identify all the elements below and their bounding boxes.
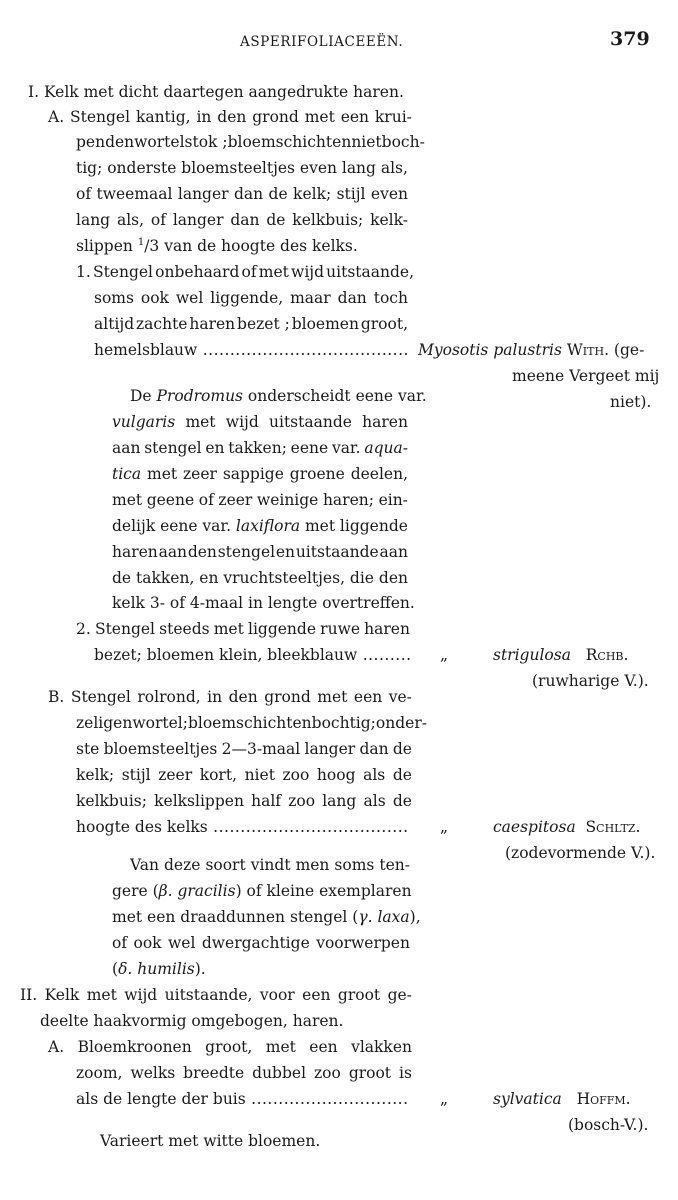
word: niet: [244, 766, 275, 784]
text-run: niet).: [610, 393, 652, 411]
text-run: „: [440, 818, 449, 836]
text-line: [76, 181, 408, 207]
word: aan: [379, 543, 408, 561]
text-line: [20, 982, 412, 1008]
word: tica: [112, 465, 142, 483]
word: wijd: [124, 986, 158, 1004]
word: men: [295, 856, 330, 874]
word: en: [199, 569, 219, 587]
word: eene: [290, 439, 329, 457]
word: onderste: [107, 159, 177, 177]
word: tweemaal: [96, 185, 173, 203]
word: onder-: [375, 714, 427, 732]
word: groot: [348, 1064, 392, 1082]
word: aqua-: [364, 439, 408, 457]
word: dan: [233, 185, 264, 203]
word: groene: [289, 465, 345, 483]
word: de: [112, 569, 132, 587]
word: den: [187, 543, 217, 561]
text-line: [112, 565, 408, 591]
text-run: β. gracilis: [158, 882, 236, 900]
item-label: 2.: [76, 620, 91, 638]
text-line: [28, 79, 418, 105]
author-name: With.: [566, 341, 609, 359]
word: met: [258, 263, 289, 281]
word: 2—3-maal: [221, 740, 301, 758]
word: in: [196, 108, 212, 126]
item-label: 1.: [76, 263, 91, 281]
text-run: (bosch-V.).: [568, 1116, 649, 1134]
word: soort: [205, 856, 246, 874]
word: een: [302, 986, 331, 1004]
leader-text: bezet; bloemen klein, bleekblauw: [94, 646, 358, 664]
word: delijk: [112, 517, 156, 535]
word: bloemsteeltjes: [181, 159, 296, 177]
word: bezet ;: [237, 315, 290, 333]
word: haren: [112, 543, 158, 561]
word: dwergachtige: [201, 934, 310, 952]
word: den: [378, 569, 408, 587]
word: ge-: [387, 986, 412, 1004]
word: Stengel: [94, 620, 156, 638]
word: ook: [140, 289, 169, 307]
text-line: [94, 311, 408, 337]
word: bochtig;: [311, 714, 376, 732]
word: wel: [168, 934, 196, 952]
text-run: [562, 1090, 577, 1108]
text-line: [94, 642, 410, 668]
word: wijd: [225, 413, 259, 431]
author-name: Rchb.: [585, 646, 629, 664]
text-run: De: [130, 387, 157, 405]
word: kelk;: [76, 766, 115, 784]
text-line: [112, 513, 408, 539]
text-run: deelte haakvormig omgebogen, haren.: [40, 1012, 344, 1030]
word: vlakken: [351, 1038, 412, 1056]
word: of: [241, 263, 257, 281]
word: zachte: [136, 315, 188, 333]
text-line: [112, 487, 408, 513]
word: en: [275, 543, 296, 561]
species-line: [505, 840, 655, 866]
word: wortel;: [132, 714, 188, 732]
word: wel: [175, 289, 204, 307]
text-run: ).: [194, 960, 206, 978]
word: stengel: [144, 439, 202, 457]
species-name: strigulosa: [493, 646, 571, 664]
word: liggende: [248, 620, 317, 638]
leader-text: als de lengte der buis: [76, 1090, 246, 1108]
text-line: [76, 1086, 408, 1112]
word: soms: [334, 856, 375, 874]
word: takken,: [136, 569, 195, 587]
item-label: B.: [48, 688, 65, 706]
text-line: [112, 930, 410, 956]
species-line: [532, 668, 649, 694]
text-run: γ. laxa: [358, 908, 410, 926]
word: dan: [337, 289, 367, 307]
word: tig;: [76, 159, 103, 177]
word: vindt: [250, 856, 291, 874]
word: is: [399, 1064, 412, 1082]
word: altijd: [94, 315, 135, 333]
word: deze: [164, 856, 201, 874]
word: zeer: [183, 465, 217, 483]
text-run: Kelk met dicht daartegen aangedrukte haren.: [44, 83, 404, 101]
word: zeer: [158, 766, 193, 784]
word: den: [228, 688, 258, 706]
word: welks: [130, 1064, 176, 1082]
word: deelen,: [350, 465, 408, 483]
page-number: 379: [610, 28, 650, 50]
word: krui-: [374, 108, 412, 126]
word: rolrond,: [137, 688, 201, 706]
species-line: [493, 642, 628, 668]
word: als: [363, 766, 386, 784]
item-label: I.: [28, 83, 40, 101]
word: even: [299, 159, 337, 177]
word: of: [150, 211, 166, 229]
text-line: [112, 904, 421, 930]
species-line: [440, 814, 448, 840]
word: onbehaard: [155, 263, 240, 281]
word: of: [198, 491, 214, 509]
text-run: meene Vergeet mij: [512, 367, 660, 385]
word: maar: [290, 289, 331, 307]
word: kantig,: [135, 108, 191, 126]
word: stijl: [121, 766, 151, 784]
word: lang: [76, 211, 111, 229]
species-name: sylvatica: [493, 1090, 562, 1108]
word: Stengel: [70, 108, 131, 126]
word: ve-: [388, 688, 412, 706]
word: var.: [331, 439, 361, 457]
text-line: [112, 590, 415, 616]
word: de: [392, 766, 412, 784]
word: weinige: [256, 491, 319, 509]
word: steeds: [159, 620, 210, 638]
word: toch: [373, 289, 408, 307]
word: als: [363, 792, 386, 810]
word: lang: [322, 792, 357, 810]
word: vruchtsteeltjes,: [223, 569, 345, 587]
word: dan: [359, 740, 389, 758]
text-run: (zodevormende V.).: [505, 844, 656, 862]
text-run: Prodromus: [156, 387, 243, 405]
word: met: [317, 688, 348, 706]
text-line: [76, 736, 412, 762]
text-line: [112, 878, 410, 904]
word: kort,: [199, 766, 237, 784]
word: dubbel: [252, 1064, 307, 1082]
word: met: [112, 491, 143, 509]
word: niet: [351, 133, 382, 151]
word: met: [86, 986, 117, 1004]
word: half: [251, 792, 282, 810]
word: groot,: [205, 1038, 253, 1056]
word: haren: [189, 315, 236, 333]
word: bloemsteeltjes: [103, 740, 218, 758]
word: haren;: [322, 491, 374, 509]
text-line: [112, 409, 408, 435]
word: kelkbuis;: [292, 211, 364, 229]
text-line: [76, 155, 408, 181]
text-run: (ge-: [609, 341, 645, 359]
word: of: [112, 934, 128, 952]
text-line: [76, 616, 410, 642]
word: de: [266, 211, 286, 229]
species-line: [493, 1086, 631, 1112]
word: als,: [380, 159, 408, 177]
word: de: [268, 185, 288, 203]
species-line: [493, 814, 641, 840]
word: even: [370, 185, 408, 203]
word: Bloemkroonen: [77, 1038, 192, 1056]
word: Van: [130, 856, 159, 874]
author-name: Schltz.: [585, 818, 641, 836]
text-run: ),: [409, 908, 421, 926]
word: met: [265, 1038, 296, 1056]
word: die: [349, 569, 374, 587]
word: hoog: [316, 766, 356, 784]
word: met: [213, 620, 244, 638]
word: voorwerpen: [316, 934, 410, 952]
word: zoo: [288, 792, 316, 810]
word: Kelk: [44, 986, 80, 1004]
word: Stengel: [92, 263, 154, 281]
word: sappige: [222, 465, 284, 483]
text-line: [76, 207, 408, 233]
word: zoo: [314, 1064, 341, 1082]
word: den: [217, 108, 247, 126]
text-run: ) of kleine exemplaren: [235, 882, 412, 900]
word: boch-: [381, 133, 425, 151]
species-line: [440, 642, 448, 668]
item-label: A.: [48, 1038, 65, 1056]
species-name: Myosotis palustris: [418, 341, 562, 359]
word: zeligen: [76, 714, 133, 732]
word: eene: [160, 517, 198, 535]
word: penden: [76, 133, 135, 151]
word: bloemen: [291, 315, 359, 333]
text-run: gere (: [112, 882, 159, 900]
text-line: [76, 259, 414, 285]
word: met: [304, 108, 335, 126]
word: takken;: [228, 439, 287, 457]
word: lang: [341, 159, 376, 177]
word: kelkbuis;: [76, 792, 147, 810]
item-label: A.: [48, 108, 65, 126]
text-line: [94, 337, 408, 363]
word: ook: [133, 934, 162, 952]
text-run: (: [112, 960, 119, 978]
author-name: Hoffm.: [576, 1090, 631, 1108]
text-line: [48, 1034, 412, 1060]
leader-text: hoogte des kelks: [76, 818, 208, 836]
text-run: kelk 3- of 4-maal in lengte overtreffen.: [112, 594, 415, 612]
word: kelk-: [370, 211, 408, 229]
text-line: [40, 1008, 344, 1034]
word: ruwe: [320, 620, 361, 638]
text-line: [94, 285, 408, 311]
word: haren: [364, 620, 410, 638]
word: ein-: [378, 491, 408, 509]
word: ten-: [379, 856, 410, 874]
text-run: onderscheidt eene var.: [243, 387, 427, 405]
word: Stengel: [70, 688, 131, 706]
text-line: [76, 710, 427, 736]
word: vulgaris: [112, 413, 176, 431]
text-line: [130, 383, 427, 409]
word: stengel: [217, 543, 276, 561]
running-title: ASPERIFOLIACEEËN.: [240, 34, 404, 50]
word: groot,: [360, 315, 408, 333]
word: uitstaande,: [326, 263, 414, 281]
word: of: [76, 185, 92, 203]
text-run: slippen: [76, 237, 133, 255]
word: uitstaande,: [164, 986, 253, 1004]
text-line: [112, 461, 408, 487]
word: aan: [112, 439, 141, 457]
word: kelk;: [293, 185, 332, 203]
word: met: [304, 517, 336, 535]
text-line: [76, 1060, 412, 1086]
word: stijl: [336, 185, 366, 203]
text-run: „: [440, 646, 449, 664]
word: soms: [94, 289, 134, 307]
species-line: [568, 1112, 648, 1138]
word: als,: [116, 211, 145, 229]
word: zeer: [218, 491, 253, 509]
item-label: II.: [20, 986, 38, 1004]
text-run: „: [440, 1090, 449, 1108]
word: en: [205, 439, 225, 457]
text-line: [76, 762, 412, 788]
word: met: [185, 413, 216, 431]
text-line: [76, 788, 412, 814]
word: wortelstok ;: [134, 133, 228, 151]
word: langer: [304, 740, 356, 758]
word: aan: [158, 543, 188, 561]
page-header: [0, 28, 678, 52]
word: een: [340, 108, 370, 126]
word: in: [207, 688, 223, 706]
word: grond: [264, 688, 311, 706]
word: uitstaande: [269, 413, 352, 431]
word: de: [392, 792, 412, 810]
word: zoo: [282, 766, 310, 784]
text-line: [48, 104, 412, 130]
word: een: [309, 1038, 338, 1056]
text-line: [76, 233, 416, 259]
word: ste: [76, 740, 100, 758]
word: wijd: [291, 263, 324, 281]
fraction-numerator: 1: [137, 237, 145, 248]
word: kelkslippen: [154, 792, 244, 810]
word: uitstaande: [295, 543, 379, 561]
word: geene: [146, 491, 195, 509]
word: bloemschichten: [187, 714, 312, 732]
species-line: [512, 363, 659, 389]
word: de: [392, 740, 412, 758]
word: voor: [259, 986, 295, 1004]
word: breedte: [183, 1064, 245, 1082]
text-run: [571, 646, 586, 664]
species-name: caespitosa: [493, 818, 576, 836]
word: zoom,: [76, 1064, 123, 1082]
text-line: [48, 684, 412, 710]
word: bloemschichten: [227, 133, 352, 151]
word: laxiflora: [235, 517, 301, 535]
text-run: δ. humilis: [118, 960, 195, 978]
word: grond: [252, 108, 299, 126]
species-line: [418, 337, 644, 363]
text-run: [576, 818, 586, 836]
text-run: van de hoogte des kelks.: [164, 237, 358, 255]
text-run: met een draaddunnen stengel (: [112, 908, 359, 926]
text-line: [112, 435, 408, 461]
word: een: [353, 688, 383, 706]
text-line: [112, 539, 408, 565]
text-run: Varieert met witte bloemen.: [100, 1132, 321, 1150]
word: liggende,: [210, 289, 284, 307]
text-line: [100, 1128, 400, 1154]
leader-text: hemelsblauw: [94, 341, 198, 359]
species-line: [610, 389, 651, 415]
word: groot: [337, 986, 381, 1004]
word: liggende: [339, 517, 408, 535]
word: var.: [202, 517, 232, 535]
text-line: [112, 956, 410, 982]
text-line: [130, 852, 410, 878]
fraction-denominator: /3: [144, 237, 160, 255]
word: met: [147, 465, 178, 483]
word: dan: [230, 211, 260, 229]
word: haren: [362, 413, 408, 431]
text-run: (ruwharige V.).: [532, 672, 649, 690]
word: langer: [172, 211, 224, 229]
word: langer: [177, 185, 229, 203]
text-line: [76, 129, 425, 155]
text-line: [76, 814, 408, 840]
species-line: [440, 1086, 448, 1112]
